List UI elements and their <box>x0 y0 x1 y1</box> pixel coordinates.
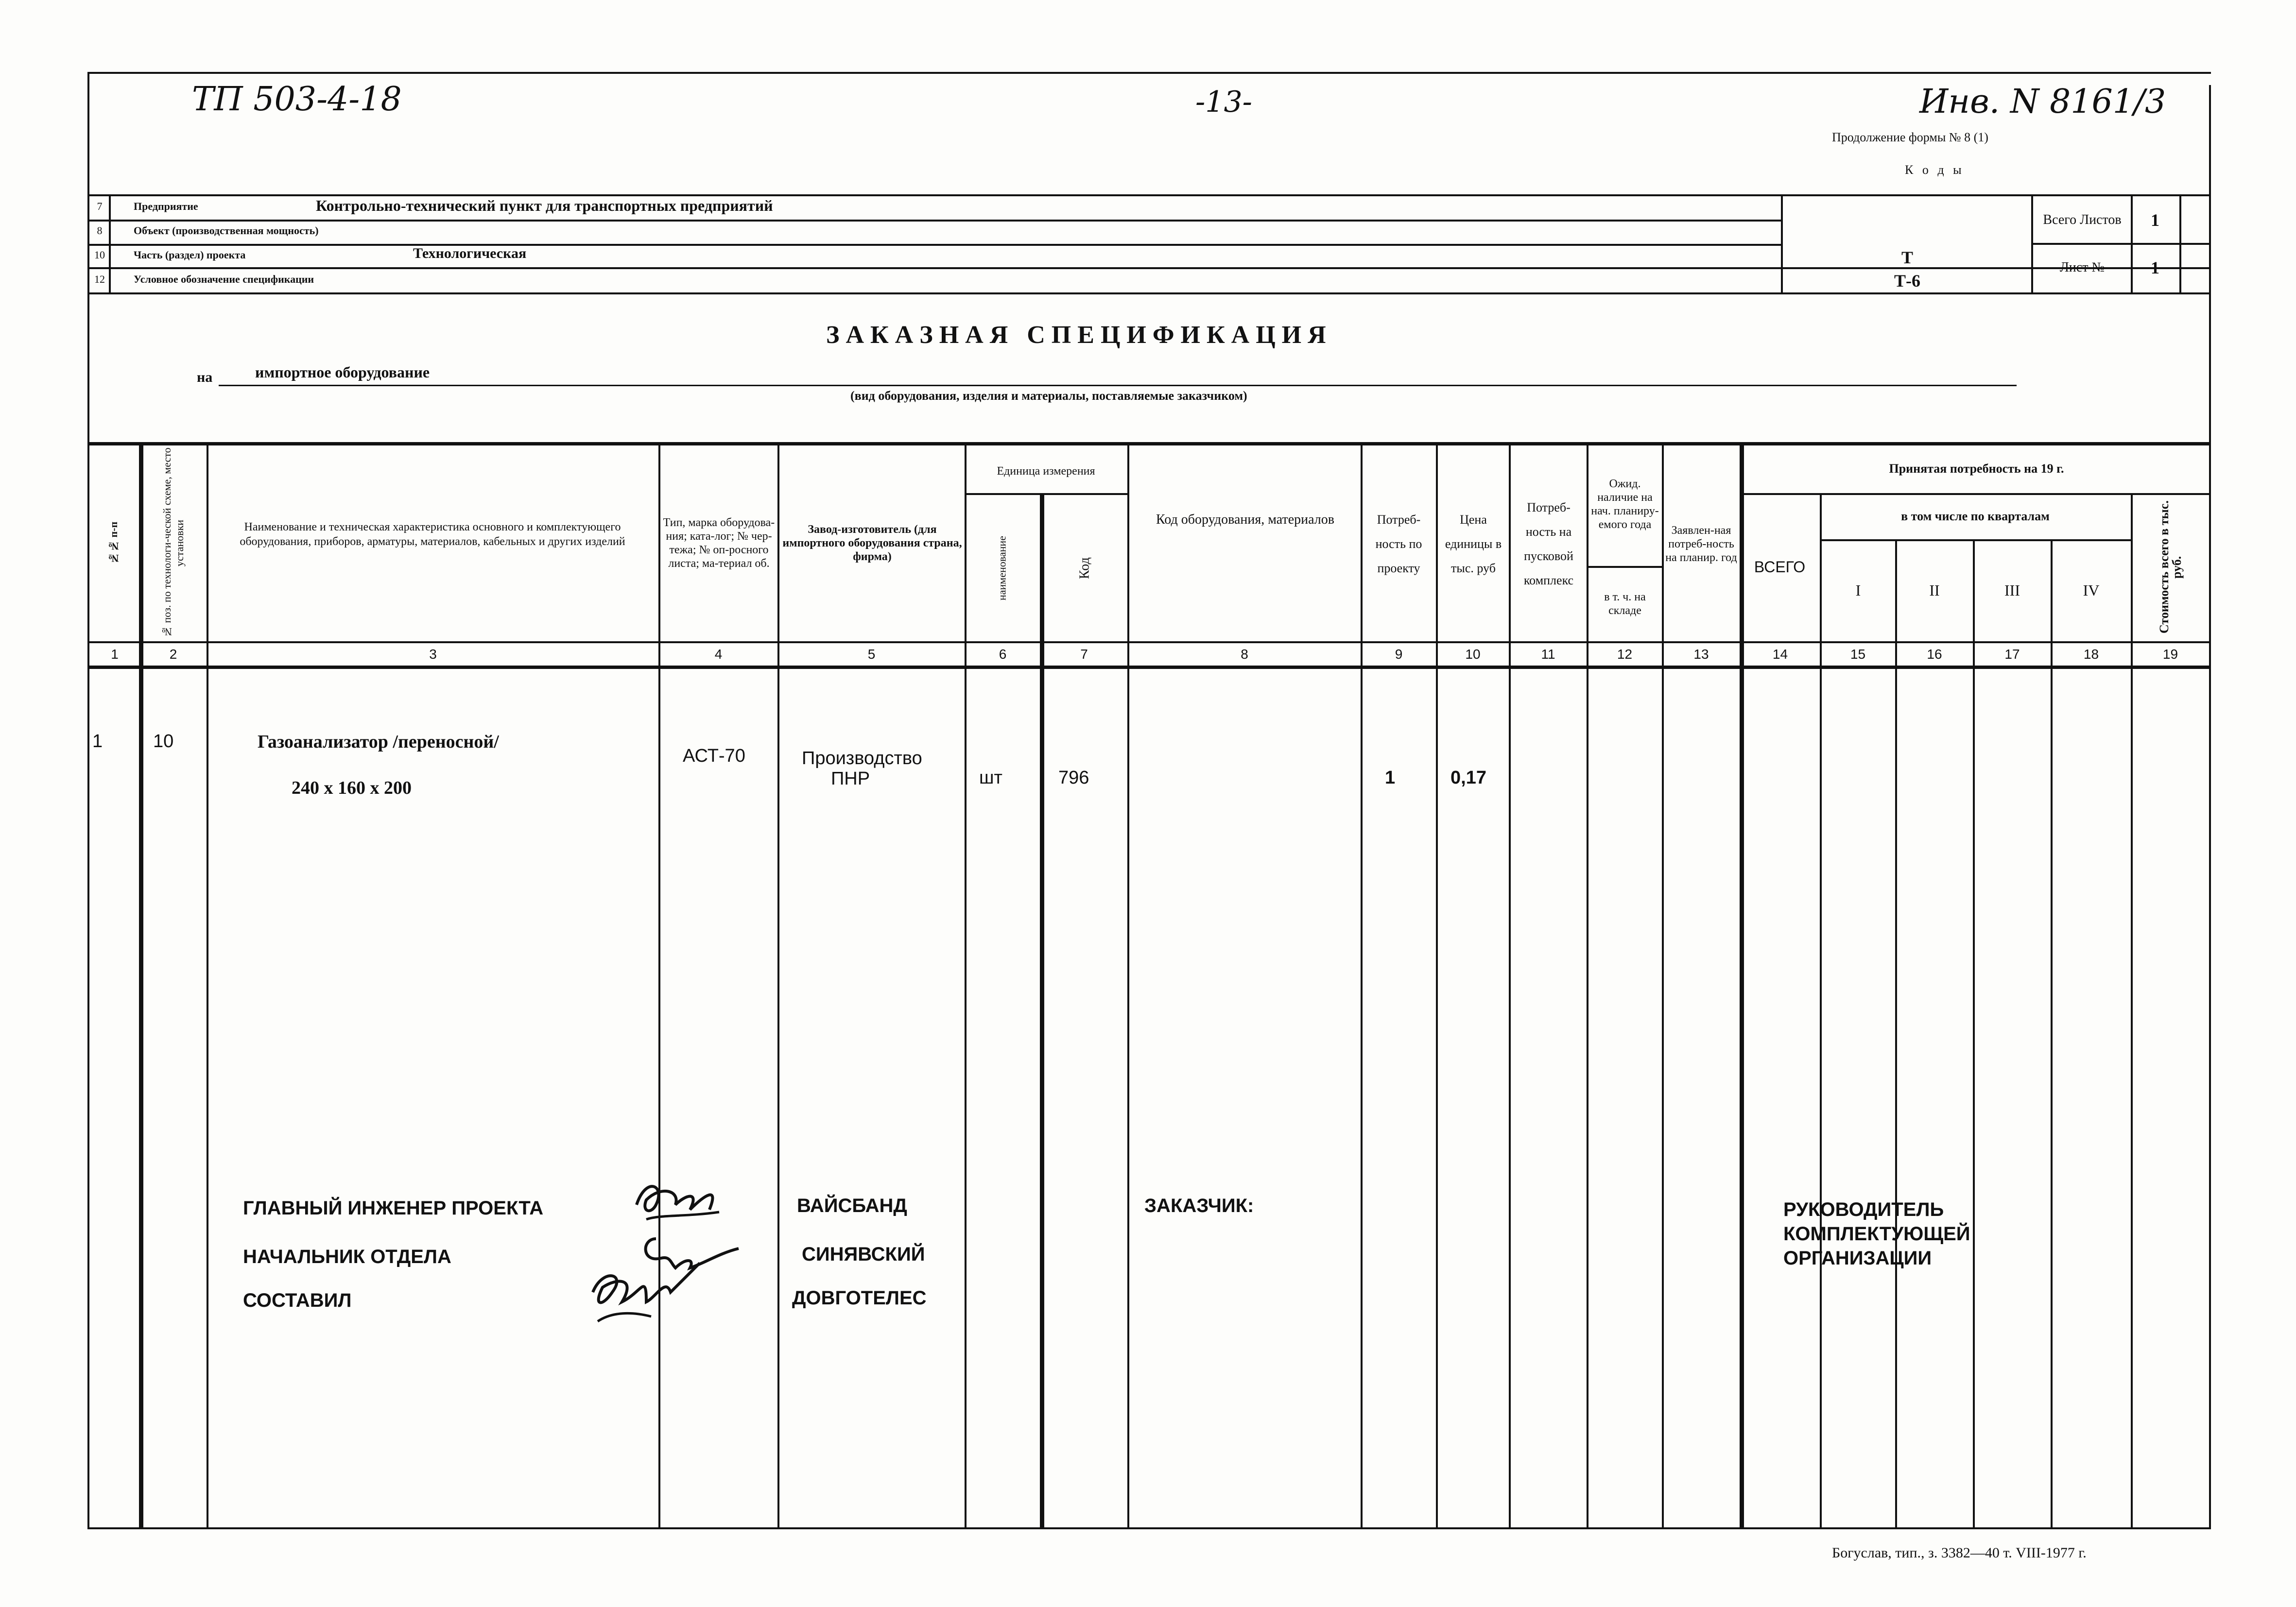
col-header-quarters-group: в том числе по кварталам <box>1901 509 2050 523</box>
row-equipment-name: Газоанализатор /переносной/ <box>258 732 499 752</box>
table-top-line <box>87 442 2211 445</box>
row-maker: Производство ПНР <box>802 748 922 789</box>
code-part: Т <box>1901 248 1913 267</box>
name-department-head: СИНЯВСКИЙ <box>802 1244 925 1265</box>
row-unit: шт <box>979 768 1002 788</box>
col-header-total: ВСЕГО <box>1754 558 1806 576</box>
column-number: 13 <box>1693 647 1709 662</box>
column-number: 6 <box>999 647 1007 662</box>
col-header-q4: IV <box>2083 581 2100 599</box>
col-header-startup: Потреб-ность на пусковой комплекс <box>1523 500 1574 587</box>
column-number: 18 <box>2083 647 2099 662</box>
accepted-group-line <box>1740 493 2211 495</box>
role-chief-engineer: ГЛАВНЫЙ ИНЖЕНЕР ПРОЕКТА <box>243 1197 544 1219</box>
col-line <box>2051 539 2053 1529</box>
spec-subject: импортное оборудование <box>255 363 430 381</box>
role-department-head: НАЧАЛЬНИК ОТДЕЛА <box>243 1246 451 1267</box>
col-header-position: № поз. по технологи-ческой схеме, место установки <box>161 447 186 638</box>
name-chief-engineer: ВАЙСБАНД <box>797 1195 907 1216</box>
row-unit-code: 796 <box>1058 768 1089 788</box>
info-row-label: Условное обозначение спецификации <box>134 273 314 285</box>
col-header-accepted-group: Принятая потребность на 19 г. <box>1889 462 2064 476</box>
column-number: 9 <box>1395 647 1403 662</box>
document-title: З А К А З Н А Я С П Е Ц И Ф И К А Ц И Я <box>826 321 1326 349</box>
row-qty: 1 <box>1385 768 1396 788</box>
column-number: 1 <box>111 647 119 662</box>
col-line <box>1662 442 1664 1529</box>
column-number: 4 <box>714 647 723 662</box>
col-header-qty: Потреб-ность по проекту <box>1375 513 1422 575</box>
page-number: -13- <box>1195 85 1252 119</box>
stock-split-line <box>1587 566 1662 568</box>
frame-right <box>2209 85 2211 1529</box>
col-line <box>965 442 967 1529</box>
col-line <box>1587 442 1588 1529</box>
column-number: 17 <box>2004 647 2020 662</box>
total-sheets: 1 <box>2151 210 2159 230</box>
col-line <box>1436 442 1438 1529</box>
row-price: 0,17 <box>1450 768 1486 788</box>
col-line <box>207 442 208 1529</box>
info-row-num: 10 <box>94 249 105 261</box>
quarters-group-line <box>1820 539 2131 541</box>
col-header-type: Тип, марка оборудова-ния; ката-лог; № чер-тежа; № оп-росного листа; ма-териал об. <box>663 516 775 570</box>
col-header-unit-group: Единица измерения <box>997 465 1095 478</box>
col-header-expected: Ожид. наличие на нач. планиру-емого года <box>1591 477 1659 531</box>
name-compiled-by: ДОВГОТЕЛЕС <box>792 1287 927 1309</box>
col-header-maker: Завод-изготовитель (для импортного оборудования страна, фирма) <box>782 523 962 563</box>
row-number: 1 <box>92 731 103 752</box>
col-header-price: Цена единицы в тыс. руб <box>1445 513 1502 575</box>
col-line <box>1127 442 1129 1529</box>
column-number: 7 <box>1080 647 1088 662</box>
frame-bottom <box>87 1527 2211 1529</box>
info-row-num: 7 <box>97 200 103 212</box>
doc-code: ТП 503-4-18 <box>192 80 402 119</box>
supplier-organization-head: РУКОВОДИТЕЛЬ КОМПЛЕКТУЮЩЕЙ ОРГАНИЗАЦИИ <box>1783 1199 1970 1269</box>
code-spec: Т-6 <box>1894 271 1920 291</box>
on-label: на <box>197 369 213 385</box>
row-type: АСТ-70 <box>683 746 745 766</box>
subject-caption: (вид оборудования, изделия и материалы, поставляемые заказчиком) <box>850 389 1247 403</box>
col-header-num: №№ п-п <box>107 521 120 564</box>
col-line <box>658 442 660 1529</box>
info-row-label: Объект (производственная мощность) <box>134 224 319 237</box>
column-number: 8 <box>1241 647 1248 662</box>
col-header-q1: I <box>1855 581 1861 599</box>
col-header-q2: II <box>1929 581 1940 599</box>
total-sheets-label: Всего Листов <box>2043 212 2122 227</box>
column-number: 15 <box>1850 647 1866 662</box>
column-number: 2 <box>169 647 177 662</box>
col-line <box>777 442 779 1529</box>
col-header-name: Наименование и техническая характеристика основного и комплектующего оборудования, приборов, арматуры, материалов, кабельных и других изделий <box>240 521 625 548</box>
project-part-value: Технологическая <box>413 245 527 261</box>
col-line <box>1895 539 1897 1529</box>
sheet-label: Лист № <box>2059 260 2105 275</box>
column-number: 12 <box>1617 647 1633 662</box>
col-header-equipment-code: Код оборудования, материалов <box>1156 512 1334 527</box>
enterprise-value: Контрольно-технический пункт для транспортных предприятий <box>316 197 773 214</box>
col-header-unit-name: наименование <box>996 536 1008 601</box>
role-compiled-by: СОСТАВИЛ <box>243 1290 352 1311</box>
column-number: 5 <box>867 647 876 662</box>
column-number: 11 <box>1541 647 1555 662</box>
header-bottom-line <box>87 641 2211 643</box>
printer-imprint: Богуслав, тип., з. 3382—40 т. VIII-1977 г. <box>1832 1545 2087 1561</box>
numbers-bottom-line <box>87 666 2211 669</box>
col-line <box>1973 539 1975 1529</box>
codes-label: К о д ы <box>1905 163 1965 177</box>
info-row-num: 12 <box>94 273 105 285</box>
info-row-num: 8 <box>97 224 103 237</box>
column-number: 19 <box>2162 647 2178 662</box>
info-row-label: Предприятие <box>134 200 198 212</box>
row-equipment-dims: 240 х 160 х 200 <box>292 778 412 798</box>
column-number: 14 <box>1772 647 1788 662</box>
customer-label: ЗАКАЗЧИК: <box>1144 1195 1254 1216</box>
form-continuation: Продолжение формы № 8 (1) <box>1832 130 1988 144</box>
frame-top <box>87 72 2211 74</box>
row-position: 10 <box>153 731 174 752</box>
handwritten-signatures <box>573 1166 758 1331</box>
col-header-stock: в т. ч. на складе <box>1604 590 1646 617</box>
column-number: 10 <box>1465 647 1481 662</box>
column-number: 16 <box>1927 647 1942 662</box>
col-header-declared: Заявлен-ная потреб-ность на планир. год <box>1665 524 1737 564</box>
col-line <box>1361 442 1363 1529</box>
info-row-label: Часть (раздел) проекта <box>134 249 246 261</box>
subject-underline <box>219 385 2017 386</box>
col-line <box>1509 442 1511 1529</box>
column-number: 3 <box>429 647 437 662</box>
inventory-number: Инв. N 8161/3 <box>1919 83 2166 121</box>
col-header-cost: Стоимость всего в тыс. руб. <box>2157 500 2184 634</box>
sheet-number: 1 <box>2151 258 2159 277</box>
col-header-unit-code: Код <box>1077 557 1092 580</box>
unit-group-line <box>965 493 1127 495</box>
col-header-q3: III <box>2004 581 2020 599</box>
